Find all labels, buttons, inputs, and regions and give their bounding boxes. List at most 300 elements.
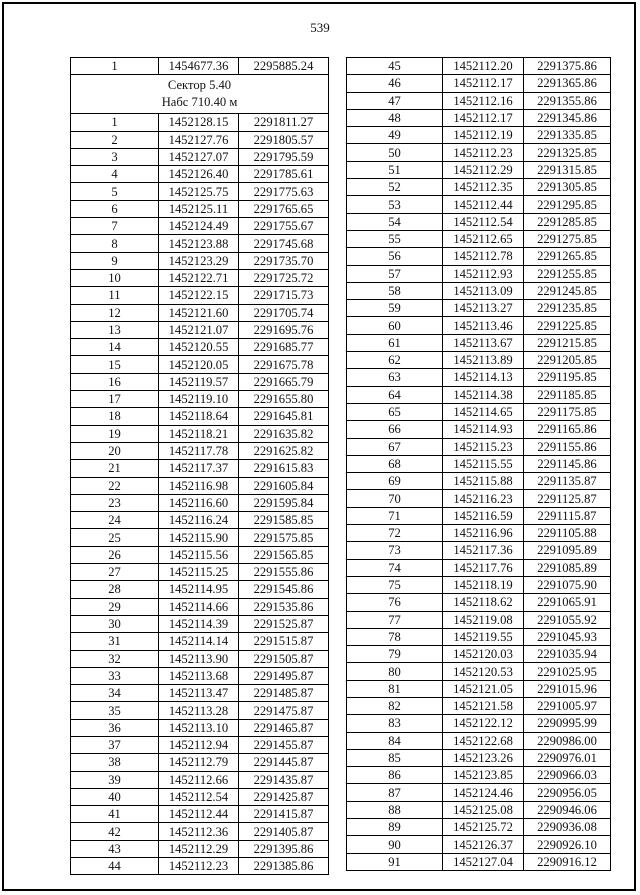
y-coordinate-cell: 2291425.87 <box>239 788 329 805</box>
y-coordinate-cell: 2291165.86 <box>524 421 611 438</box>
y-coordinate-cell: 2291225.85 <box>524 317 611 334</box>
x-coordinate-cell: 1452125.72 <box>443 819 524 836</box>
table-row <box>71 858 329 875</box>
table-row <box>347 109 611 126</box>
x-coordinate-cell: 1452113.28 <box>159 702 239 719</box>
point-number-cell: 23 <box>71 494 159 511</box>
point-number-cell: 72 <box>347 525 443 542</box>
point-number-cell: 39 <box>71 771 159 788</box>
y-coordinate-cell: 2291335.85 <box>524 127 611 144</box>
x-coordinate-cell: 1452116.96 <box>443 525 524 542</box>
x-coordinate-cell: 1452116.59 <box>443 507 524 524</box>
point-number-cell: 25 <box>71 529 159 546</box>
x-coordinate-cell: 1452116.24 <box>159 512 239 529</box>
table-row <box>347 352 611 369</box>
point-number-cell: 30 <box>71 615 159 632</box>
point-number-cell: 12 <box>71 304 159 321</box>
table-row <box>71 581 329 598</box>
y-coordinate-cell: 2291585.85 <box>239 512 329 529</box>
y-coordinate-cell: 2291515.87 <box>239 633 329 650</box>
sector-header-cell <box>71 75 329 114</box>
x-coordinate-cell: 1452112.20 <box>443 58 524 75</box>
y-coordinate-cell: 2290986.00 <box>524 732 611 749</box>
x-coordinate-cell: 1452127.07 <box>159 148 239 165</box>
y-coordinate-cell: 2291645.81 <box>239 408 329 425</box>
table-row <box>71 131 329 148</box>
y-coordinate-cell: 2291275.85 <box>524 230 611 247</box>
table-row <box>71 183 329 200</box>
coordinates-table-right-body <box>347 58 611 871</box>
y-coordinate-cell: 2291145.86 <box>524 455 611 472</box>
point-number-cell: 84 <box>347 732 443 749</box>
x-coordinate-cell: 1452113.68 <box>159 667 239 684</box>
table-row <box>347 559 611 576</box>
table-row <box>71 754 329 771</box>
y-coordinate-cell: 2291795.59 <box>239 148 329 165</box>
point-number-cell: 11 <box>71 287 159 304</box>
x-coordinate-cell: 1452118.19 <box>443 576 524 593</box>
table-row <box>347 334 611 351</box>
table-row <box>71 269 329 286</box>
table-row <box>347 473 611 490</box>
table-row <box>71 840 329 857</box>
point-number-cell: 13 <box>71 321 159 338</box>
x-coordinate-cell: 1452114.65 <box>443 403 524 420</box>
point-number-cell: 31 <box>71 633 159 650</box>
y-coordinate-cell: 2291295.85 <box>524 196 611 213</box>
y-coordinate-cell: 2291065.91 <box>524 594 611 611</box>
x-coordinate-cell: 1452120.53 <box>443 663 524 680</box>
table-row <box>71 564 329 581</box>
y-coordinate-cell: 2291811.27 <box>239 114 329 131</box>
table-row <box>347 732 611 749</box>
point-number-cell: 21 <box>71 460 159 477</box>
x-coordinate-cell: 1452125.08 <box>443 801 524 818</box>
table-row <box>347 697 611 714</box>
table-row <box>347 421 611 438</box>
point-number-cell: 71 <box>347 507 443 524</box>
y-coordinate-cell: 2291575.85 <box>239 529 329 546</box>
point-number-cell: 70 <box>347 490 443 507</box>
point-number-cell: 87 <box>347 784 443 801</box>
y-coordinate-cell: 2291035.94 <box>524 646 611 663</box>
table-row <box>347 801 611 818</box>
point-number-cell: 47 <box>347 92 443 109</box>
y-coordinate-cell: 2291205.85 <box>524 352 611 369</box>
table-row <box>71 339 329 356</box>
table-row <box>347 767 611 784</box>
x-coordinate-cell: 1452113.09 <box>443 282 524 299</box>
y-coordinate-cell: 2291325.85 <box>524 144 611 161</box>
x-coordinate-cell: 1452114.66 <box>159 598 239 615</box>
x-coordinate-cell: 1452120.55 <box>159 339 239 356</box>
y-coordinate-cell: 2291415.87 <box>239 806 329 823</box>
sector-title: Сектор 5.40 <box>167 78 232 93</box>
point-number-cell: 3 <box>71 148 159 165</box>
point-number-cell: 41 <box>71 806 159 823</box>
point-number-cell: 62 <box>347 352 443 369</box>
y-coordinate-cell: 2291055.92 <box>524 611 611 628</box>
table-row <box>71 166 329 183</box>
x-coordinate-cell: 1452117.36 <box>443 542 524 559</box>
y-coordinate-cell: 2291625.82 <box>239 442 329 459</box>
point-number-cell: 15 <box>71 356 159 373</box>
x-coordinate-cell: 1452112.36 <box>159 823 239 840</box>
y-coordinate-cell: 2291315.85 <box>524 161 611 178</box>
y-coordinate-cell: 2291285.85 <box>524 213 611 230</box>
table-row <box>347 282 611 299</box>
table-row <box>71 494 329 511</box>
y-coordinate-cell: 2291525.87 <box>239 615 329 632</box>
y-coordinate-cell: 2290936.08 <box>524 819 611 836</box>
table-row <box>347 646 611 663</box>
coordinates-table-left <box>70 57 329 875</box>
point-number-cell: 20 <box>71 442 159 459</box>
x-coordinate-cell: 1452126.37 <box>443 836 524 853</box>
x-coordinate-cell: 1452119.55 <box>443 628 524 645</box>
table-row <box>71 702 329 719</box>
x-coordinate-cell: 1452112.66 <box>159 771 239 788</box>
x-coordinate-cell: 1452119.08 <box>443 611 524 628</box>
y-coordinate-cell: 2291495.87 <box>239 667 329 684</box>
table-row <box>347 628 611 645</box>
point-number-cell: 1 <box>71 58 159 75</box>
x-coordinate-cell: 1452122.71 <box>159 269 239 286</box>
x-coordinate-cell: 1452113.47 <box>159 685 239 702</box>
point-number-cell: 38 <box>71 754 159 771</box>
y-coordinate-cell: 2291385.86 <box>239 858 329 875</box>
x-coordinate-cell: 1452119.10 <box>159 391 239 408</box>
x-coordinate-cell: 1452113.46 <box>443 317 524 334</box>
y-coordinate-cell: 2291095.89 <box>524 542 611 559</box>
table-row <box>71 650 329 667</box>
y-coordinate-cell: 2291695.76 <box>239 321 329 338</box>
table-row <box>347 490 611 507</box>
y-coordinate-cell: 2291075.90 <box>524 576 611 593</box>
point-number-cell: 29 <box>71 598 159 615</box>
page-number: 539 <box>310 20 330 35</box>
y-coordinate-cell: 2291025.95 <box>524 663 611 680</box>
y-coordinate-cell: 2291365.86 <box>524 75 611 92</box>
x-coordinate-cell: 1452114.13 <box>443 369 524 386</box>
table-row <box>347 438 611 455</box>
x-coordinate-cell: 1452121.05 <box>443 680 524 697</box>
point-number-cell: 65 <box>347 403 443 420</box>
y-coordinate-cell: 2291455.87 <box>239 736 329 753</box>
x-coordinate-cell: 1452112.17 <box>443 109 524 126</box>
x-coordinate-cell: 1452114.39 <box>159 615 239 632</box>
point-number-cell: 1 <box>71 114 159 131</box>
point-number-cell: 28 <box>71 581 159 598</box>
y-coordinate-cell: 2291005.97 <box>524 697 611 714</box>
x-coordinate-cell: 1452112.23 <box>159 858 239 875</box>
point-number-cell: 66 <box>347 421 443 438</box>
x-coordinate-cell: 1452112.44 <box>443 196 524 213</box>
y-coordinate-cell: 2290976.01 <box>524 749 611 766</box>
point-number-cell: 77 <box>347 611 443 628</box>
table-row <box>71 460 329 477</box>
point-number-cell: 85 <box>347 749 443 766</box>
y-coordinate-cell: 2291655.80 <box>239 391 329 408</box>
x-coordinate-cell: 1452112.94 <box>159 736 239 753</box>
point-number-cell: 42 <box>71 823 159 840</box>
x-coordinate-cell: 1452115.25 <box>159 564 239 581</box>
table-row <box>347 386 611 403</box>
x-coordinate-cell: 1452118.62 <box>443 594 524 611</box>
y-coordinate-cell: 2290956.05 <box>524 784 611 801</box>
point-number-cell: 61 <box>347 334 443 351</box>
x-coordinate-cell: 1452118.21 <box>159 425 239 442</box>
y-coordinate-cell: 2291805.57 <box>239 131 329 148</box>
point-number-cell: 37 <box>71 736 159 753</box>
y-coordinate-cell: 2291465.87 <box>239 719 329 736</box>
coordinates-table-left-body <box>71 58 329 875</box>
y-coordinate-cell: 2291615.83 <box>239 460 329 477</box>
point-number-cell: 18 <box>71 408 159 425</box>
point-number-cell: 46 <box>347 75 443 92</box>
point-number-cell: 79 <box>347 646 443 663</box>
y-coordinate-cell: 2291375.86 <box>524 58 611 75</box>
table-row <box>347 179 611 196</box>
y-coordinate-cell: 2291715.73 <box>239 287 329 304</box>
point-number-cell: 83 <box>347 715 443 732</box>
y-coordinate-cell: 2291735.70 <box>239 252 329 269</box>
y-coordinate-cell: 2290926.10 <box>524 836 611 853</box>
point-number-cell: 16 <box>71 373 159 390</box>
point-number-cell: 14 <box>71 339 159 356</box>
point-number-cell: 74 <box>347 559 443 576</box>
y-coordinate-cell: 2291785.61 <box>239 166 329 183</box>
x-coordinate-cell: 1452114.14 <box>159 633 239 650</box>
x-coordinate-cell: 1452112.93 <box>443 265 524 282</box>
table-row <box>71 477 329 494</box>
y-coordinate-cell: 2295885.24 <box>239 58 329 75</box>
y-coordinate-cell: 2291555.86 <box>239 564 329 581</box>
x-coordinate-cell: 1452112.16 <box>443 92 524 109</box>
x-coordinate-cell: 1452112.35 <box>443 179 524 196</box>
table-row <box>347 248 611 265</box>
x-coordinate-cell: 1452119.57 <box>159 373 239 390</box>
point-number-cell: 86 <box>347 767 443 784</box>
y-coordinate-cell: 2291545.86 <box>239 581 329 598</box>
x-coordinate-cell: 1452116.23 <box>443 490 524 507</box>
point-number-cell: 9 <box>71 252 159 269</box>
x-coordinate-cell: 1452122.68 <box>443 732 524 749</box>
x-coordinate-cell: 1452123.88 <box>159 235 239 252</box>
x-coordinate-cell: 1452112.29 <box>443 161 524 178</box>
table-row <box>71 425 329 442</box>
table-row <box>347 542 611 559</box>
x-coordinate-cell: 1452112.79 <box>159 754 239 771</box>
y-coordinate-cell: 2291345.86 <box>524 109 611 126</box>
y-coordinate-cell: 2291665.79 <box>239 373 329 390</box>
y-coordinate-cell: 2291305.85 <box>524 179 611 196</box>
table-row <box>347 300 611 317</box>
point-number-cell: 80 <box>347 663 443 680</box>
x-coordinate-cell: 1452117.76 <box>443 559 524 576</box>
x-coordinate-cell: 1452125.75 <box>159 183 239 200</box>
x-coordinate-cell: 1452112.78 <box>443 248 524 265</box>
point-number-cell: 5 <box>71 183 159 200</box>
y-coordinate-cell: 2291405.87 <box>239 823 329 840</box>
point-number-cell: 48 <box>347 109 443 126</box>
table-row <box>347 75 611 92</box>
point-number-cell: 4 <box>71 166 159 183</box>
x-coordinate-cell: 1452118.64 <box>159 408 239 425</box>
x-coordinate-cell: 1452113.89 <box>443 352 524 369</box>
point-number-cell: 22 <box>71 477 159 494</box>
point-number-cell: 67 <box>347 438 443 455</box>
x-coordinate-cell: 1452116.98 <box>159 477 239 494</box>
table-row <box>347 58 611 75</box>
point-number-cell: 58 <box>347 282 443 299</box>
x-coordinate-cell: 1454677.36 <box>159 58 239 75</box>
y-coordinate-cell: 2291185.85 <box>524 386 611 403</box>
table-row <box>347 663 611 680</box>
x-coordinate-cell: 1452123.85 <box>443 767 524 784</box>
y-coordinate-cell: 2291435.87 <box>239 771 329 788</box>
x-coordinate-cell: 1452113.10 <box>159 719 239 736</box>
x-coordinate-cell: 1452117.37 <box>159 460 239 477</box>
x-coordinate-cell: 1452127.04 <box>443 853 524 870</box>
y-coordinate-cell: 2291685.77 <box>239 339 329 356</box>
y-coordinate-cell: 2291745.68 <box>239 235 329 252</box>
y-coordinate-cell: 2291535.86 <box>239 598 329 615</box>
table-row <box>347 196 611 213</box>
table-row <box>347 576 611 593</box>
table-row <box>71 252 329 269</box>
x-coordinate-cell: 1452112.23 <box>443 144 524 161</box>
y-coordinate-cell: 2291705.74 <box>239 304 329 321</box>
table-row <box>71 823 329 840</box>
y-coordinate-cell: 2290916.12 <box>524 853 611 870</box>
y-coordinate-cell: 2290995.99 <box>524 715 611 732</box>
point-number-cell: 10 <box>71 269 159 286</box>
x-coordinate-cell: 1452115.55 <box>443 455 524 472</box>
x-coordinate-cell: 1452112.17 <box>443 75 524 92</box>
x-coordinate-cell: 1452112.54 <box>443 213 524 230</box>
table-row <box>71 615 329 632</box>
point-number-cell: 34 <box>71 685 159 702</box>
x-coordinate-cell: 1452112.44 <box>159 806 239 823</box>
point-number-cell: 89 <box>347 819 443 836</box>
x-coordinate-cell: 1452120.03 <box>443 646 524 663</box>
y-coordinate-cell: 2291125.87 <box>524 490 611 507</box>
table-row <box>347 507 611 524</box>
table-row <box>347 317 611 334</box>
table-row <box>347 369 611 386</box>
table-row <box>347 455 611 472</box>
point-number-cell: 88 <box>347 801 443 818</box>
x-coordinate-cell: 1452122.12 <box>443 715 524 732</box>
y-coordinate-cell: 2291255.85 <box>524 265 611 282</box>
point-number-cell: 57 <box>347 265 443 282</box>
point-number-cell: 49 <box>347 127 443 144</box>
point-number-cell: 73 <box>347 542 443 559</box>
table-row <box>347 680 611 697</box>
x-coordinate-cell: 1452115.56 <box>159 546 239 563</box>
table-row <box>347 819 611 836</box>
point-number-cell: 40 <box>71 788 159 805</box>
point-number-cell: 68 <box>347 455 443 472</box>
table-row <box>71 58 329 75</box>
point-number-cell: 53 <box>347 196 443 213</box>
x-coordinate-cell: 1452121.58 <box>443 697 524 714</box>
point-number-cell: 50 <box>347 144 443 161</box>
table-row <box>71 218 329 235</box>
point-number-cell: 8 <box>71 235 159 252</box>
y-coordinate-cell: 2291505.87 <box>239 650 329 667</box>
x-coordinate-cell: 1452115.88 <box>443 473 524 490</box>
y-coordinate-cell: 2291135.87 <box>524 473 611 490</box>
table-row <box>71 235 329 252</box>
table-row <box>71 685 329 702</box>
point-number-cell: 52 <box>347 179 443 196</box>
table-row <box>347 144 611 161</box>
table-row <box>71 148 329 165</box>
y-coordinate-cell: 2291475.87 <box>239 702 329 719</box>
x-coordinate-cell: 1452116.60 <box>159 494 239 511</box>
table-row <box>71 788 329 805</box>
y-coordinate-cell: 2291195.85 <box>524 369 611 386</box>
table-row <box>347 749 611 766</box>
table-row <box>71 771 329 788</box>
point-number-cell: 63 <box>347 369 443 386</box>
point-number-cell: 27 <box>71 564 159 581</box>
table-row <box>71 391 329 408</box>
y-coordinate-cell: 2291355.86 <box>524 92 611 109</box>
y-coordinate-cell: 2291765.65 <box>239 200 329 217</box>
table-row <box>347 525 611 542</box>
x-coordinate-cell: 1452123.29 <box>159 252 239 269</box>
x-coordinate-cell: 1452113.27 <box>443 300 524 317</box>
y-coordinate-cell: 2291395.86 <box>239 840 329 857</box>
point-number-cell: 44 <box>71 858 159 875</box>
x-coordinate-cell: 1452123.26 <box>443 749 524 766</box>
y-coordinate-cell: 2291085.89 <box>524 559 611 576</box>
point-number-cell: 45 <box>347 58 443 75</box>
x-coordinate-cell: 1452112.29 <box>159 840 239 857</box>
point-number-cell: 82 <box>347 697 443 714</box>
point-number-cell: 56 <box>347 248 443 265</box>
y-coordinate-cell: 2291755.67 <box>239 218 329 235</box>
y-coordinate-cell: 2290946.06 <box>524 801 611 818</box>
table-row <box>347 715 611 732</box>
point-number-cell: 2 <box>71 131 159 148</box>
x-coordinate-cell: 1452124.49 <box>159 218 239 235</box>
x-coordinate-cell: 1452126.40 <box>159 166 239 183</box>
x-coordinate-cell: 1452115.90 <box>159 529 239 546</box>
point-number-cell: 35 <box>71 702 159 719</box>
point-number-cell: 60 <box>347 317 443 334</box>
y-coordinate-cell: 2291605.84 <box>239 477 329 494</box>
y-coordinate-cell: 2291105.88 <box>524 525 611 542</box>
y-coordinate-cell: 2291215.85 <box>524 334 611 351</box>
table-row <box>347 611 611 628</box>
y-coordinate-cell: 2291015.96 <box>524 680 611 697</box>
table-row <box>347 403 611 420</box>
point-number-cell: 69 <box>347 473 443 490</box>
sector-header-row <box>71 75 329 114</box>
x-coordinate-cell: 1452125.11 <box>159 200 239 217</box>
point-number-cell: 55 <box>347 230 443 247</box>
table-row <box>71 598 329 615</box>
table-row <box>347 853 611 870</box>
table-row <box>347 161 611 178</box>
x-coordinate-cell: 1452121.60 <box>159 304 239 321</box>
y-coordinate-cell: 2291595.84 <box>239 494 329 511</box>
y-coordinate-cell: 2291485.87 <box>239 685 329 702</box>
